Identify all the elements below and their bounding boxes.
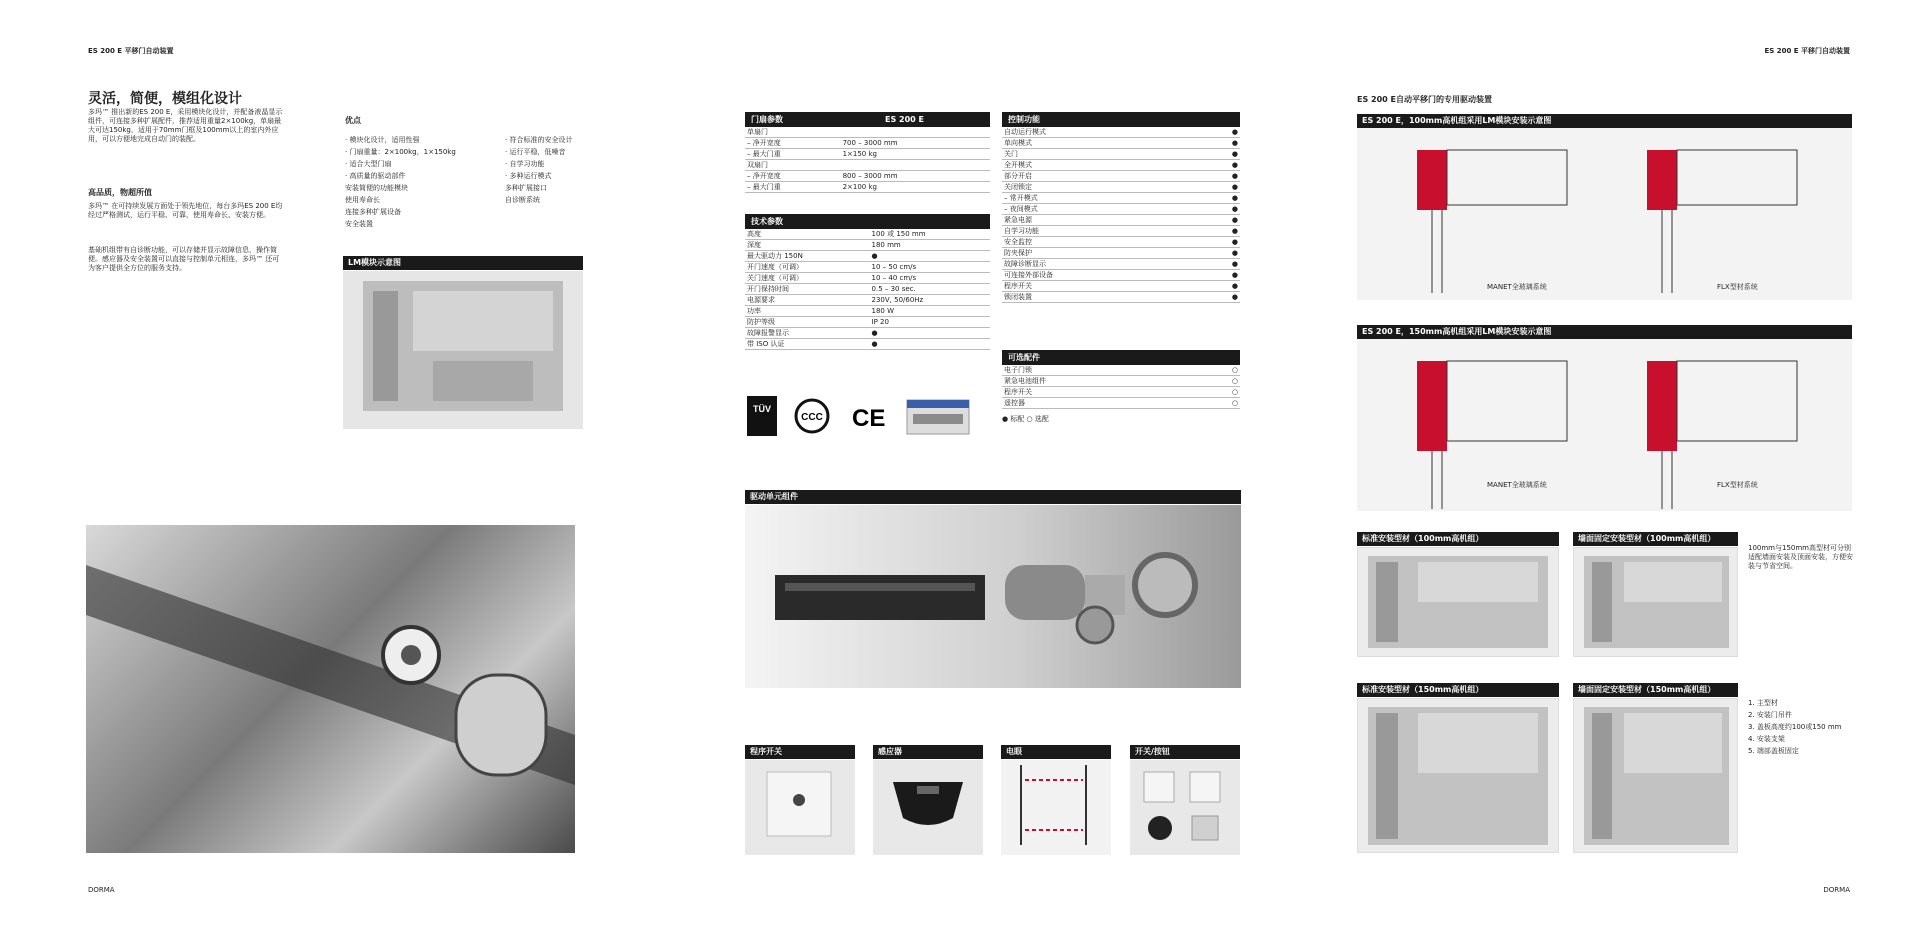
diagram-label: MANET全玻璃系统	[1487, 283, 1547, 291]
accessory-title: 开关/按钮	[1130, 745, 1240, 759]
table-row: 深度 180 mm	[745, 240, 990, 251]
feature-item: · 自学习功能	[505, 160, 545, 168]
table-row: 程序开关 ●	[1004, 282, 1238, 290]
table-header-param: 门扇参数	[751, 115, 783, 124]
diagram-label: MANET全玻璃系统	[1487, 481, 1547, 489]
tech-params-table	[745, 214, 990, 350]
feature-item: · 高质量的驱动部件	[345, 172, 406, 180]
legend-item: 1. 主型材	[1748, 699, 1778, 707]
footer-right: DORMA	[1823, 886, 1850, 894]
para-quality: 多玛™ 在可持续发展方面处于领先地位，每台多玛ES 200 E均经过严格测试，运行平稳、可靠，使用寿命长、安装方便。	[88, 202, 283, 219]
optional-accessories-table	[1002, 350, 1240, 424]
svg-text:CCC: CCC	[801, 412, 823, 423]
table-row: 双扇门	[745, 160, 990, 171]
table-row: 故障诊断显示 ●	[1004, 260, 1238, 268]
program-switch-image	[745, 760, 855, 855]
feature-item: · 适合大型门扇	[345, 160, 392, 168]
switches-image	[1130, 760, 1240, 855]
table-row: 开门速度（可调） 10 – 50 cm/s	[745, 262, 990, 273]
profile-image	[1357, 547, 1559, 657]
svg-text:TÜV: TÜV	[753, 404, 771, 414]
profile-legend	[1748, 697, 1853, 757]
table-row: 全开模式 ●	[1004, 161, 1238, 169]
diagram-label: FLX型材系统	[1717, 481, 1758, 489]
table-row: 高度 100 或 150 mm	[745, 229, 990, 240]
diagram-150-title: ES 200 E，150mm高机组采用LM模块安装示意图	[1357, 325, 1852, 339]
photocell-image	[1001, 760, 1111, 855]
drive-unit-image	[745, 505, 1241, 688]
tuv-icon	[747, 396, 777, 436]
optional-title: 可选配件	[1002, 350, 1240, 365]
ce-icon: CE	[852, 405, 886, 432]
table-row: 紧急电源 ●	[1004, 216, 1238, 224]
table-row: – 净开宽度 800 – 3000 mm	[745, 171, 990, 182]
table-row: 单扇门	[745, 127, 990, 138]
profile-title: 标准安装型材（150mm高机组）	[1357, 683, 1559, 697]
feature-item: 连接多种扩展设备	[345, 208, 401, 216]
table-row: 带 ISO 认证 ●	[745, 339, 990, 350]
right-title: ES 200 E自动平移门的专用驱动装置	[1357, 95, 1492, 104]
page-header-right: ES 200 E 平移门自动装置	[1764, 47, 1850, 55]
table-row: – 最大门重 2×100 kg	[745, 182, 990, 193]
table-row: 故障报警显示 ●	[745, 328, 990, 339]
tech-params-title: 技术参数	[745, 214, 990, 229]
table-row: 紧急电池组件 ○	[1004, 377, 1238, 385]
diagram-100-title: ES 200 E，100mm高机组采用LM模块安装示意图	[1357, 114, 1852, 128]
cert-logos	[747, 394, 977, 444]
lm-caption: LM模块示意图	[343, 256, 583, 270]
profile-image	[1573, 698, 1738, 853]
drive-photo-drawing	[86, 525, 575, 853]
table-legend: ● 标配 ○ 选配	[1002, 415, 1049, 423]
table-row: 部分开启 ●	[1004, 172, 1238, 180]
table-row: 电源要求 230V, 50/60Hz	[745, 295, 990, 306]
table-row: 电子门锁 ○	[1004, 366, 1238, 374]
feature-item: 安全装置	[345, 220, 373, 228]
profile-image	[1357, 698, 1559, 853]
diagram-label: FLX型材系统	[1717, 283, 1758, 291]
legend-item: 4. 安装支架	[1748, 735, 1785, 743]
sensor-image	[873, 760, 983, 855]
footer-left: DORMA	[88, 886, 115, 894]
table-row: 最大驱动力 150N ●	[745, 251, 990, 262]
profile-title: 墙面固定安装型材（100mm高机组）	[1573, 532, 1738, 546]
diagram-100	[1357, 128, 1852, 300]
subtitle: 高品质，物超所值	[88, 188, 152, 197]
drive-unit-photo	[86, 525, 575, 853]
cert-logos-drawing	[747, 394, 977, 444]
profile-title: 标准安装型材（100mm高机组）	[1357, 532, 1559, 546]
feature-item: 安装简便的功能模块	[345, 184, 408, 192]
accessory-title: 感应器	[873, 745, 983, 759]
legend-item: 5. 端部盖板固定	[1748, 747, 1799, 755]
table-row: 锁闭装置 ●	[1004, 293, 1238, 301]
legend-item: 3. 盖板高度约100或150 mm	[1748, 723, 1842, 731]
table-row: 安全监控 ●	[1004, 238, 1238, 246]
table-row: 防护等级 IP 20	[745, 317, 990, 328]
door-params-table	[745, 112, 990, 193]
feature-item: 多种扩展接口	[505, 184, 547, 192]
profile-title: 墙面固定安装型材（150mm高机组）	[1573, 683, 1738, 697]
drive-unit-drawing	[745, 505, 1241, 688]
feature-item: · 多种运行模式	[505, 172, 552, 180]
feature-item: 自诊断系统	[505, 196, 540, 204]
features-list-2	[505, 134, 605, 206]
table-header-model: ES 200 E	[885, 115, 924, 124]
table-row: 关门速度（可调） 10 – 40 cm/s	[745, 273, 990, 284]
diagram-100-drawing	[1357, 128, 1852, 300]
page-header-left: ES 200 E 平移门自动装置	[88, 47, 174, 55]
table-row: 自学习功能 ●	[1004, 227, 1238, 235]
table-row: – 夜间模式 ●	[1004, 205, 1238, 213]
table-row: 关闭锁定 ●	[1004, 183, 1238, 191]
features-list-1	[345, 134, 505, 230]
table-row: 程序开关 ○	[1004, 388, 1238, 396]
table-row: 单向模式 ●	[1004, 139, 1238, 147]
page-title: 灵活，简便，模组化设计	[88, 91, 242, 107]
feature-item: · 符合标准的安全设计	[505, 136, 573, 144]
table-row: 功率 180 W	[745, 306, 990, 317]
para-service: 基础机组带有自诊断功能，可以存储并显示故障信息，操作简便。感应器及安全装置可以直接与控制单元相连，多玛™ 还可为客户提供全方位的服务支持。	[88, 246, 280, 272]
profile-note: 100mm与150mm高型材可分别适配墙面安装及顶面安装，方便安装与节省空间。	[1748, 544, 1853, 570]
table-row: 防夹保护 ●	[1004, 249, 1238, 257]
accessory-title: 程序开关	[745, 745, 855, 759]
table-row: 自动运行模式 ●	[1004, 128, 1238, 136]
table-row: 关门 ●	[1004, 150, 1238, 158]
table-row: 可连接外部设备 ●	[1004, 271, 1238, 279]
legend-item: 2. 安装门吊件	[1748, 711, 1792, 719]
table-row: 开门保持时间 0.5 – 30 sec.	[745, 284, 990, 295]
accessory-title: 电眼	[1001, 745, 1111, 759]
table-row: 遥控器 ○	[1004, 399, 1238, 407]
table-row: – 常开模式 ●	[1004, 194, 1238, 202]
table-row: – 净开宽度 700 – 3000 mm	[745, 138, 990, 149]
lm-profile-image	[343, 271, 583, 429]
diagram-150	[1357, 339, 1852, 511]
feature-item: 使用寿命长	[345, 196, 380, 204]
profile-drawing	[343, 271, 583, 429]
features-title: 优点	[345, 116, 361, 125]
feature-item: · 模块化设计，适用性强	[345, 136, 420, 144]
diagram-150-drawing	[1357, 339, 1852, 511]
feature-item: · 门扇重量：2×100kg，1×150kg	[345, 148, 456, 156]
feature-item: · 运行平稳，低噪音	[505, 148, 566, 156]
control-functions-title: 控制功能	[1002, 112, 1240, 127]
table-row: – 最大门重 1×150 kg	[745, 149, 990, 160]
intro-text: 多玛™ 推出新的ES 200 E，采用模块化设计，并配备液晶显示组件，可连接多种扩展配件，推荐适用重量2×100kg，单扇最大可达150kg，适用于70mm门框及100mm以上的室内外应用，可以方便地完成自动门的装配。	[88, 108, 283, 143]
drive-unit-caption: 驱动单元组件	[745, 490, 1241, 504]
control-functions-table	[1002, 112, 1240, 303]
profile-image	[1573, 547, 1738, 657]
